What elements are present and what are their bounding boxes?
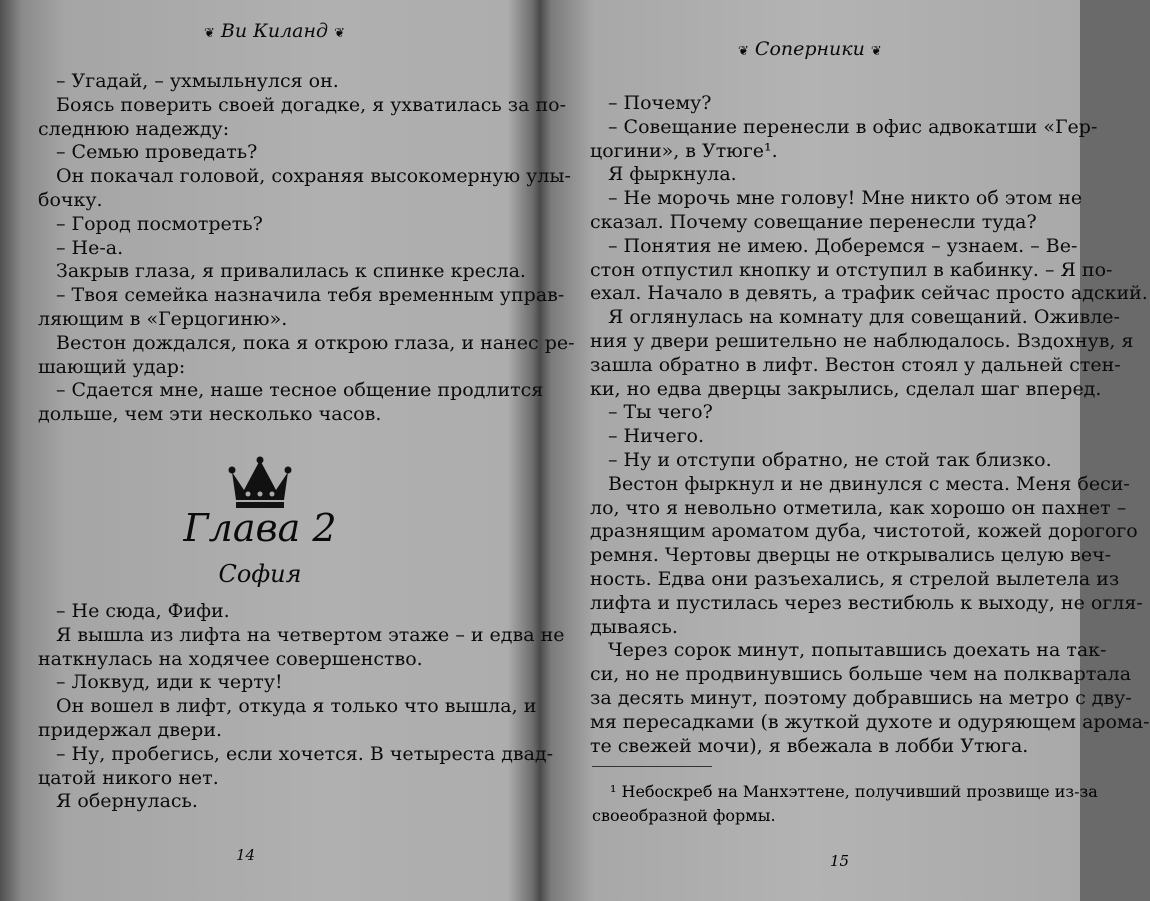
text-line: ки, но едва дверцы закрылись, сделал шаг вперед. [590, 377, 1102, 400]
text-line: за десять минут, поэтому добравшись на метро с дву- [590, 686, 1132, 709]
text-line: сказал. Почему совещание перенесли туда? [590, 210, 1037, 233]
text-line: наткнулась на ходячее совершенство. [38, 647, 423, 670]
text-line: – Не морочь мне голову! Мне никто об этом не [608, 187, 1083, 210]
header-ornament-right-icon: ❦ [334, 26, 345, 41]
footnote-rule [592, 766, 712, 767]
left-body-top [38, 70, 575, 427]
text-line: мя пересадками (в жуткой духоте и одуряющем арома- [590, 710, 1150, 733]
text-line: – Совещание перенесли в офис адвокатши «Гер- [608, 115, 1098, 138]
text-line: Вестон фыркнул и не двинулся с места. Меня беси- [608, 472, 1130, 495]
text-line: ность. Едва они разъехались, я стрелой вылетела из [590, 567, 1120, 590]
chapter-title: Глава 2 [183, 506, 337, 550]
text-line: – Почему? [608, 92, 712, 114]
left-header-text: Ви Киланд [220, 20, 329, 42]
text-line: Боясь поверить своей догадке, я ухватилась за по- [56, 93, 567, 116]
text-line: Я оглянулась на комнату для совещаний. Оживле- [608, 306, 1120, 329]
text-line: Я вышла из лифта на четвертом этаже – и едва не [56, 623, 565, 646]
text-line: те свежей мочи), я вбежала в лобби Утюга. [590, 734, 1029, 757]
text-line: – Ничего. [608, 425, 705, 448]
header-ornament-right-icon: ❦ [870, 44, 882, 59]
text-line: Через сорок минут, попытавшись доехать на так- [608, 639, 1107, 662]
right-body [590, 92, 1150, 758]
text-line: си, но не продвинувшись больше чем на полквартала [590, 663, 1132, 686]
text-line: бочку. [38, 188, 103, 211]
chapter-subtitle: София [218, 560, 302, 588]
text-line: ляющим в «Герцогиню». [38, 307, 288, 330]
text-line: – Семью проведать? [56, 141, 258, 164]
text-line: – Не-а. [56, 236, 124, 259]
text-line: своеобразной формы. [592, 806, 776, 825]
text-line: – Твоя семейка назначила тебя временным управ- [56, 284, 565, 307]
text-line: дразнящим ароматом дуба, чистотой, кожей дорогого [590, 520, 1138, 543]
text-line: Он покачал головой, сохраняя высокомерную улы- [56, 165, 571, 188]
text-line: Вестон дождался, пока я открою глаза, и нанес ре- [56, 331, 575, 354]
text-line: – Угадай, – ухмыльнулся он. [56, 70, 339, 92]
text-line: – Локвуд, иди к черту! [56, 671, 283, 694]
text-line: ¹ Небоскреб на Манхэттене, получивший прозвище из-за [610, 782, 1098, 801]
text-line: – Город посмотреть? [56, 212, 263, 235]
crown-icon [228, 456, 292, 510]
header-ornament-left-icon: ❦ [204, 26, 215, 41]
text-line: – Ты чего? [608, 401, 713, 424]
text-line: лифта и пустилась через вестибюль к выходу, не огля- [590, 591, 1143, 614]
text-line: цогини», в Утюге¹. [590, 139, 778, 162]
text-line: следнюю надежду: [38, 117, 230, 140]
left-body-bottom [38, 600, 564, 814]
text-line: ремня. Чертовы дверцы не открывались целую веч- [590, 544, 1112, 567]
text-line: дольше, чем эти несколько часов. [38, 403, 382, 426]
text-line: стон отпустил кнопку и отступил в кабинку. – Я по- [590, 258, 1113, 281]
text-line: зашла обратно в лифт. Вестон стоял у дальней стен- [590, 353, 1121, 376]
text-line: придержал двери. [38, 718, 223, 741]
text-line: – Не сюда, Фифи. [56, 600, 230, 622]
text-line: – Ну, пробегись, если хочется. В четыреста двад- [56, 742, 554, 765]
left-running-header [198, 20, 351, 42]
text-line: – Сдается мне, наше тесное общение продлится [56, 379, 544, 402]
text-line: шающий удар: [38, 355, 186, 378]
text-line: ния у двери решительно не наблюдалось. Вздохнув, я [590, 329, 1134, 352]
text-line: – Ну и отступи обратно, не стой так близко. [608, 448, 1052, 471]
text-line: Закрыв глаза, я привалилась к спинке кресла. [56, 260, 526, 283]
left-page-number: 14 [236, 846, 256, 864]
right-running-header [732, 38, 888, 60]
text-line: ехал. Начало в девять, а трафик сейчас просто адский. [590, 282, 1148, 305]
right-header-text: Соперники [754, 38, 865, 60]
header-ornament-left-icon: ❦ [738, 44, 749, 59]
text-line: ло, что я невольно отметила, как хорошо он пахнет – [590, 496, 1127, 519]
text-line: цатой никого нет. [38, 766, 219, 789]
footnote [592, 780, 1098, 828]
text-line: Я фыркнула. [608, 163, 737, 186]
right-page-number: 15 [830, 852, 850, 870]
text-line: дываясь. [590, 615, 678, 638]
text-line: Он вошел в лифт, откуда я только что вышла, и [56, 695, 537, 718]
text-line: Я обернулась. [56, 790, 198, 813]
text-line: – Понятия не имею. Доберемся – узнаем. – Ве- [608, 234, 1078, 257]
